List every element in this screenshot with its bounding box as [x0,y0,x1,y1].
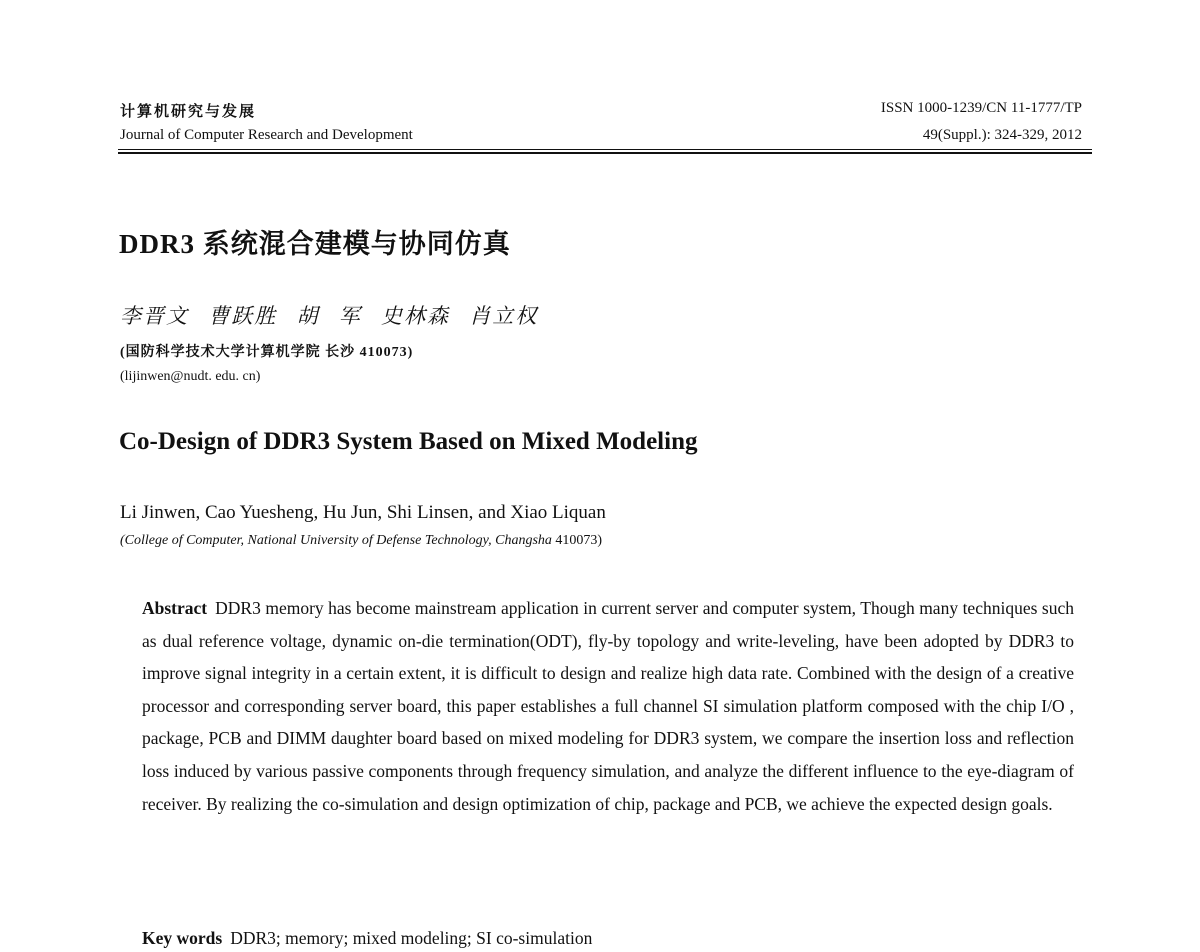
author-email: (lijinwen@nudt. edu. cn) [120,369,261,384]
header-rule-thin [118,149,1092,150]
abstract-text: DDR3 memory has become mainstream application in current server and computer system, Though many techniques such as dual reference voltage, dynamic on-die termination(ODT), fly-by topology and write-leveling, have been adopted by DDR3 to improve signal integrity in a certain extent, it is difficult to design and realize high data rate. Combined with the design of a creative processor and corresponding server board, this paper establishes a full channel SI simulation platform composed with the chip I/O , package, PCB and DIMM daughter board based on mixed modeling for DDR3 system, we compare the insertion loss and reflection loss induced by various passive components through frequency simulation, and analyze the different influence to the eye-diagram of receiver. By realizing the co-simulation and design optimization of chip, package and PCB, we achieve the expected design goals. [142,598,1074,814]
journal-name-en: Journal of Computer Research and Development [120,127,413,143]
authors-en: Li Jinwen, Cao Yuesheng, Hu Jun, Shi Linsen, and Xiao Liquan [120,502,606,523]
title-cn: DDR3 系统混合建模与协同仿真 [119,229,511,259]
title-en: Co-Design of DDR3 System Based on Mixed Modeling [119,428,698,455]
authors-cn: 李晋文 曹跃胜 胡 军 史林森 肖立权 [120,304,539,328]
abstract-label: Abstract [142,598,208,618]
keywords [142,928,592,949]
affiliation-en [120,533,602,549]
keywords-text: DDR3; memory; mixed modeling; SI co-simulation [230,928,593,948]
journal-name-cn: 计算机研究与发展 [120,104,257,120]
header-rule-thick [118,152,1092,154]
abstract [142,592,1074,820]
affiliation-en-postcode: 410073) [555,533,603,548]
journal-issn: ISSN 1000-1239/CN 11-1777/TP [880,100,1082,116]
journal-volume: 49(Suppl.): 324-329, 2012 [922,127,1082,143]
keywords-label: Key words [142,928,223,948]
affiliation-cn: (国防科学技术大学计算机学院 长沙 410073) [120,345,414,360]
affiliation-en-text: (College of Computer, National University of Defense Technology, Changsha [120,533,552,548]
